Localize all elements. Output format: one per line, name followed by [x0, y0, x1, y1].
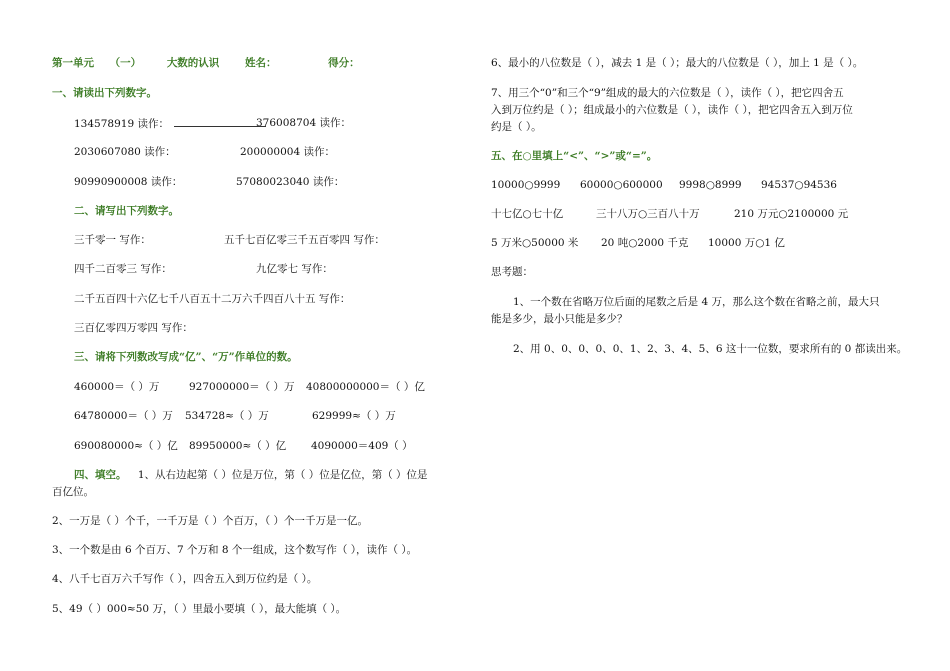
convert-item: 927000000＝（ ）万 [189, 381, 295, 393]
section2-title: 二、请写出下列数字。 [74, 205, 179, 217]
compare-item: 9998○8999 [679, 179, 742, 191]
fill-q1 [74, 468, 428, 482]
read-label: 读作： [303, 146, 335, 158]
compare-item: 10000○9999 [491, 179, 561, 191]
compare-item: 三十八万○三百八十万 [596, 208, 700, 220]
write-item-3: 四千二百零三 写作： [74, 263, 172, 275]
worksheet-header [52, 56, 360, 70]
section1-title: 一、请读出下列数字。 [52, 87, 157, 99]
fill-q5: 5、49（ ）000≈50 万，（ ）里最小要填（ ），最大能填（ ）。 [52, 603, 347, 615]
read-label: 读作： [319, 117, 351, 129]
fill-q4: 4、八千七百万六千写作（ ），四舍五入到万位约是（ ）。 [52, 573, 318, 585]
thinking-title: 思考题： [491, 266, 533, 278]
read-item-5 [74, 175, 182, 189]
write-item-6: 三百亿零四万零四 写作： [74, 322, 193, 334]
number-text: 134578919 [74, 118, 135, 130]
thinking-q1-line2: 能是多少，最小只能是多少？ [491, 313, 628, 325]
write-item-5: 二千五百四十六亿七千八百五十二万六千四百八十五 写作： [74, 293, 351, 305]
read-label: 读作： [312, 176, 345, 188]
number-text: 57080023040 [236, 176, 310, 188]
fill-q6: 6、最小的八位数是（ ），减去 1 是（ ）；最大的八位数是（ ），加上 1 是（ ）。 [491, 57, 864, 69]
name-label: 姓名： [244, 57, 277, 69]
write-item-4: 九亿零七 写作： [256, 263, 333, 275]
convert-item: 64780000＝（ ）万 [74, 410, 173, 422]
compare-item: 十七亿○七十亿 [491, 208, 564, 220]
fill-q7-line1: 7、用三个“0”和三个“9”组成的最大的六位数是（ ），读作（ ），把它四舍五 [491, 87, 844, 99]
convert-item: 460000＝（ ）万 [74, 381, 160, 393]
section3-title: 三、请将下列数改写成“亿”、“万”作单位的数。 [74, 351, 298, 363]
number-text: 376008704 [256, 117, 317, 129]
convert-item: 4090000＝409（ ） [311, 440, 413, 452]
fill-q2: 2、一万是（ ）个千，一千万是（ ）个百万，（ ）个一千万是一亿。 [52, 515, 368, 527]
read-item-4 [240, 145, 335, 159]
convert-item: 690080000≈（ ）亿 [74, 440, 178, 452]
unit-label: 第一单元 [52, 57, 94, 69]
compare-item: 20 吨○2000 千克 [601, 237, 689, 249]
write-item-1: 三千零一 写作： [74, 234, 151, 246]
fill-q3: 3、一个数是由 6 个百万、7 个万和 8 个一组成，这个数写作（ ），读作（ ）。 [52, 544, 418, 556]
write-item-2: 五千七百亿零三千五百零四 写作： [224, 234, 385, 246]
section4-title: 四、填空。 [74, 469, 127, 481]
number-text: 2030607080 [74, 146, 141, 158]
read-item-3 [74, 145, 176, 159]
section5-title: 五、在○里填上“<”、“>”或“=”。 [491, 150, 658, 162]
thinking-q1-line1: 1、一个数在省略万位后面的尾数之后是 4 万，那么这个数在省略之前，最大只 [513, 296, 880, 308]
convert-item: 629999≈（ ）万 [312, 410, 396, 422]
read-item-6 [236, 175, 344, 189]
compare-item: 5 万米○50000 米 [491, 237, 579, 249]
answer-blank[interactable] [174, 116, 266, 127]
question-text: 1、从右边起第（ ）位是万位，第（ ）位是亿位，第（ ）位是 [137, 469, 428, 481]
read-label: 读作： [150, 176, 183, 188]
convert-item: 534728≈（ ）万 [185, 410, 269, 422]
score-label: 得分： [328, 57, 360, 69]
convert-item: 40800000000＝（ ）亿 [306, 381, 425, 393]
read-label: 读作： [137, 118, 169, 130]
thinking-q2: 2、用 0、0、0、0、0、1、2、3、4、5、6 这十一位数，要求所有的 0 都读出来。 [513, 343, 908, 355]
number-text: 200000004 [240, 146, 301, 158]
convert-item: 89950000≈（ ）亿 [189, 440, 287, 452]
fill-q7-line3: 约是（ ）。 [491, 121, 542, 133]
read-item-1 [74, 116, 266, 131]
fill-q7-line2: 入到万位约是（ ）；组成最小的六位数是（ ），读作（ ），把它四舍五入到万位 [491, 104, 853, 116]
fill-q1-cont: 百亿位。 [52, 486, 94, 498]
part-label: （一） [109, 57, 142, 69]
number-text: 90990900008 [74, 176, 148, 188]
compare-item: 60000○600000 [580, 179, 663, 191]
compare-item: 94537○94536 [761, 179, 837, 191]
read-item-2 [256, 116, 351, 130]
topic-label: 大数的认识 [166, 57, 220, 69]
compare-item: 210 万元○2100000 元 [734, 208, 849, 220]
read-label: 读作： [144, 146, 176, 158]
compare-item: 10000 万○1 亿 [708, 237, 785, 249]
